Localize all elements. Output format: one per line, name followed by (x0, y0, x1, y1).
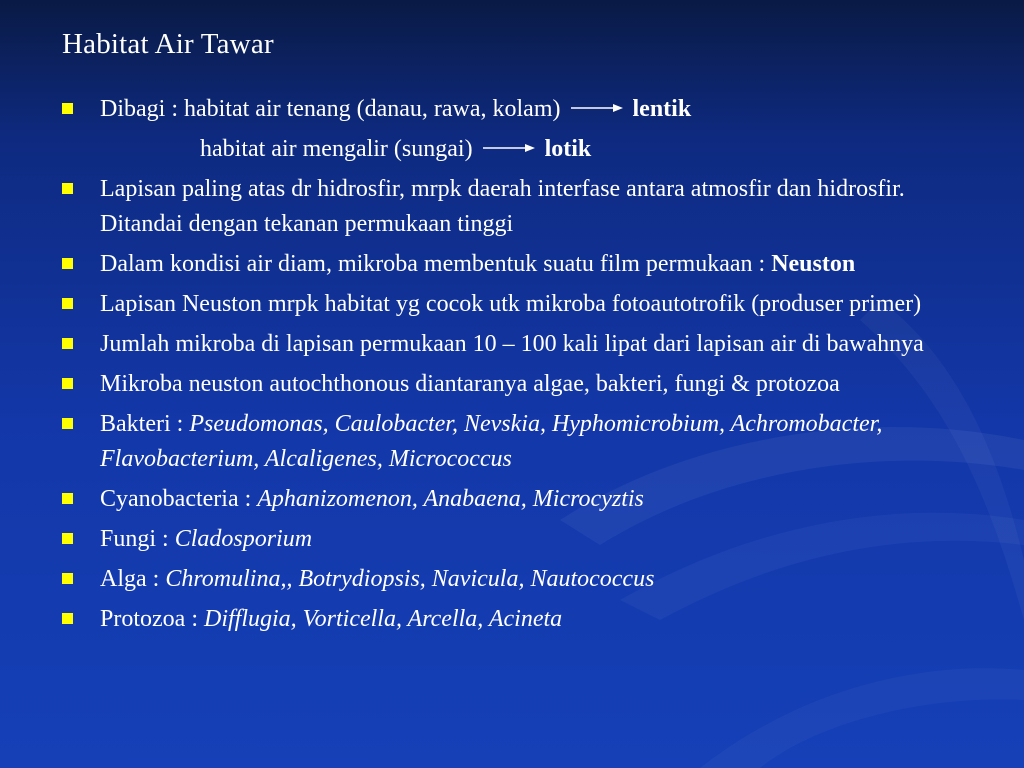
bullet-item (62, 407, 982, 477)
bullet-label: Cyanobacteria : (100, 486, 252, 512)
square-bullet-icon (62, 573, 73, 584)
square-bullet-icon (62, 418, 73, 429)
bullet-label: Protozoa : (100, 606, 198, 632)
bullet-species-list: Difflugia, Vorticella, Arcella, Acineta (203, 606, 563, 632)
bullet-subline (62, 132, 982, 167)
bullet-label: Fungi : (100, 526, 169, 552)
bullet-species-list: Pseudomonas, Caulobacter, Nevskia, Hyphomicrobium, Achromobacter, Flavobacterium, Alcaligenes, Micrococcus (100, 411, 883, 472)
bullet-text: Lapisan paling atas dr hidrosfir, mrpk daerah interfase antara atmosfir dan hidrosfir. Ditandai dengan tekanan permukaan tinggi (100, 176, 905, 237)
square-bullet-icon (62, 613, 73, 624)
square-bullet-icon (62, 378, 73, 389)
bullet-species-list: Aphanizomenon, Anabaena, Microcyztis (257, 486, 644, 512)
square-bullet-icon (62, 338, 73, 349)
square-bullet-icon (62, 183, 73, 194)
subline-term: lotik (544, 136, 592, 162)
subline-text: habitat air mengalir (sungai) (200, 136, 473, 162)
bullet-text: Jumlah mikroba di lapisan permukaan 10 – 100 kali lipat dari lapisan air di bawahnya (100, 331, 924, 357)
bullet-text: Mikroba neuston autochthonous diantaranya algae, bakteri, fungi & protozoa (100, 371, 840, 397)
bullet-item (62, 287, 982, 322)
bullet-item (62, 562, 982, 597)
bullet-item (62, 327, 982, 362)
slide-title: Habitat Air Tawar (62, 28, 274, 60)
bullet-term: lentik (632, 96, 692, 122)
bullet-item (62, 602, 982, 637)
square-bullet-icon (62, 533, 73, 544)
bullet-text: Dibagi : habitat air tenang (danau, rawa, kolam) (100, 96, 561, 122)
bullet-item (62, 522, 982, 557)
bullet-species-list: Cladosporium (174, 526, 313, 552)
bullet-label: Alga : (100, 566, 160, 592)
bullet-item (62, 367, 982, 402)
bullet-text: Dalam kondisi air diam, mikroba membentuk suatu film permukaan : (100, 251, 766, 277)
bullet-list (62, 92, 982, 642)
right-arrow-icon (571, 103, 623, 113)
square-bullet-icon (62, 493, 73, 504)
right-arrow-icon (483, 143, 535, 153)
bullet-species-list: Chromulina,, Botrydiopsis, Navicula, Nautococcus (165, 566, 655, 592)
bullet-bold-term: Neuston (771, 251, 856, 277)
bullet-item (62, 172, 982, 242)
square-bullet-icon (62, 258, 73, 269)
bullet-label: Bakteri : (100, 411, 184, 437)
bullet-text: Lapisan Neuston mrpk habitat yg cocok utk mikroba fotoautotrofik (produser primer) (100, 291, 922, 317)
square-bullet-icon (62, 103, 73, 114)
bullet-item (62, 482, 982, 517)
square-bullet-icon (62, 298, 73, 309)
bullet-item (62, 92, 982, 127)
bullet-item (62, 247, 982, 282)
